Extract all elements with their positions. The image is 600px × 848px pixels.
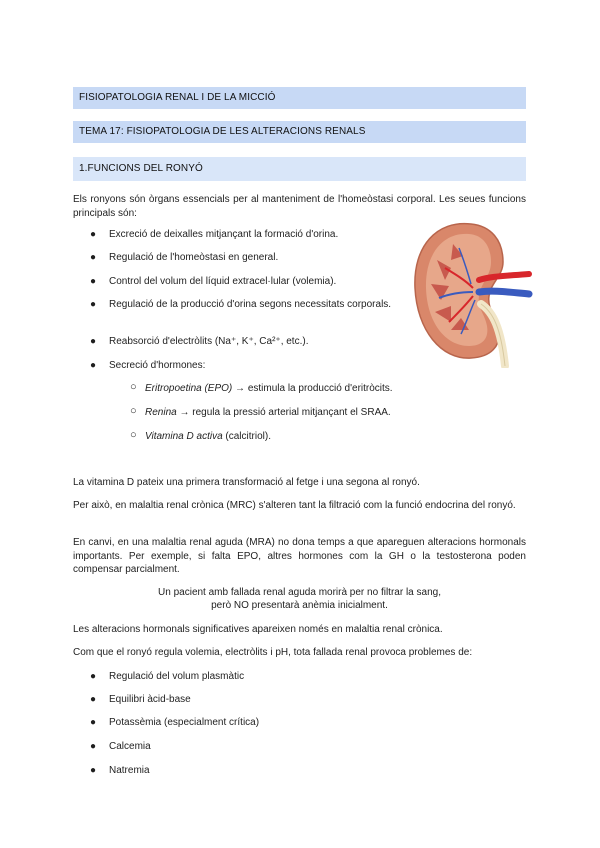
bullet: ● (90, 299, 97, 310)
bullet: ● (90, 765, 97, 776)
bullet: ● (90, 276, 97, 287)
mrc-paragraph: Per això, en malaltia renal crònica (MRC) s'alteren tant la filtració com la funció endocrina del ronyó. (73, 500, 516, 511)
hormone-name: Renina (145, 407, 177, 418)
bullet: ● (90, 694, 97, 705)
vitamin-d-paragraph: La vitamina D pateix una primera transformació al fetge i una segona al ronyó. (73, 477, 420, 488)
hormone-name: Eritropoetina (EPO) (145, 383, 233, 394)
regulation-paragraph: Com que el ronyó regula volemia, electròlits i pH, tota fallada renal provoca problemes de: (73, 647, 473, 658)
hormonal-alterations-paragraph: Les alteracions hormonals significatives apareixen només en malaltia renal crònica. (73, 624, 443, 635)
quote-line-2: però NO presentarà anèmia inicialment. (211, 600, 388, 611)
mra-paragraph: En canvi, en una malaltia renal aguda (MRA) no dona temps a que apareguen alteracions hormonals importants. Per exemple, si falta EPO, altres hormones com la GH o la testosterona poden compensar parcialment. (73, 537, 526, 575)
intro-paragraph: Els ronyons són òrgans essencials per al manteniment de l'homeòstasi corporal. Les seues funcions principals són: (73, 194, 526, 219)
bullet: ● (90, 336, 97, 347)
document-page: FISIOPATOLOGIA RENAL I DE LA MICCIÓ TEMA 17: FISIOPATOLOGIA DE LES ALTERACIONS RENALS 1.FUNCIONS DEL RONYÓ Els ronyons són òrgans essencials per al manteniment de l'homeòstasi corporal. Les seues funcions principals són: ● Excreció de deixalles mitjançant la formació d'orina. ● Regulació de l'homeòstasi en general. ● Control del volum del líquid extracel·lular (volemia). ● Regulació de la producció d'orina segons necessitats corporals. ● Reabsorció d'electròlits (Na⁺, K⁺, Ca²⁺, etc.). ● Secreció d'hormones: ○ Eritropoetina (EPO) → estimula la producció d'eritròcits. ○ Renina → regula la pressió arterial mitjançant el SRAA. ○ Vitamina D activa (calcitriol). La vitamina D pateix una primera transformació al fetge i una segona al ronyó. Per això, en malaltia renal crònica (MRC) s'alteren tant la filtració com la funció endocrina del ronyó. En canvi, en una malaltia renal aguda (MRA) no dona temps a que apareguen alteracions hormonals importants. Per exemple, si falta EPO, altres hormones com la GH o la testosterona poden compensar parcialment. Un pacient amb fallada renal aguda morirà per no filtrar la sang, però NO presentarà anèmia inicialment. Les alteracions hormonals significatives apareixen només en malaltia renal crònica. Com que el ronyó regula volemia, electròlits i pH, tota fallada renal provoca problemes de: ● Regulació del volum plasmàtic ● Equilibri àcid-base ● Potassèmia (especialment crítica) ● Calcemia ● Natremia (0, 0, 600, 848)
quote-line-1: Un pacient amb fallada renal aguda morirà per no filtrar la sang, (158, 587, 441, 598)
bullet: ● (90, 229, 97, 240)
topic-title-bar: TEMA 17: FISIOPATOLOGIA DE LES ALTERACIONS RENALS (73, 121, 526, 143)
bullet: ● (90, 252, 97, 263)
hormone-name: Vitamina D activa (145, 431, 223, 442)
kidney-illustration (409, 218, 534, 368)
sub-bullet: ○ (130, 405, 137, 417)
sub-bullet: ○ (130, 381, 137, 393)
main-title-bar: FISIOPATOLOGIA RENAL I DE LA MICCIÓ (73, 87, 526, 109)
section-title-bar: 1.FUNCIONS DEL RONYÓ (73, 157, 526, 181)
bullet: ● (90, 717, 97, 728)
bullet: ● (90, 741, 97, 752)
sub-bullet: ○ (130, 429, 137, 441)
bullet: ● (90, 671, 97, 682)
bullet: ● (90, 360, 97, 371)
